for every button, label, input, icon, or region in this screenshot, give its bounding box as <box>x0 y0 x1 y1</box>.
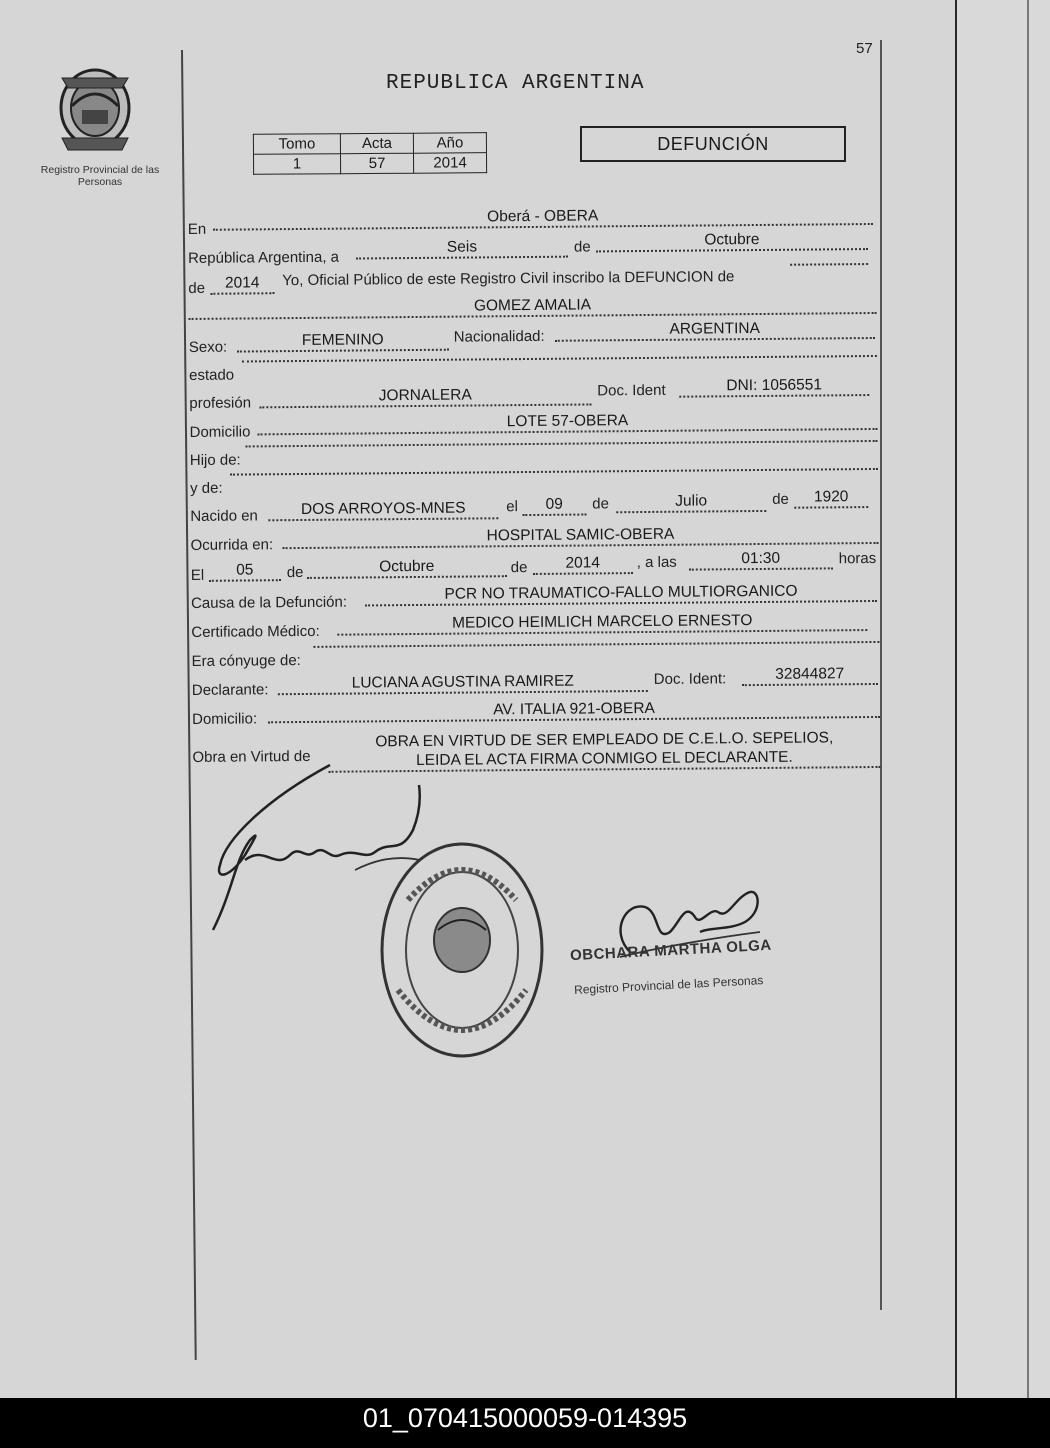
field-inscribo-blank <box>790 263 868 266</box>
label-declarante: Declarante: <box>191 681 269 699</box>
field-causa: PCR NO TRAUMATICO-FALLO MULTIORGANICO <box>365 582 877 606</box>
label-doc-ident-declarante: Doc. Ident: <box>653 670 727 688</box>
official-name: OBCHARA MARTHA OLGA <box>569 936 773 965</box>
label-certificado: Certificado Médico: <box>191 622 320 641</box>
label-causa: Causa de la Defunción: <box>190 593 348 612</box>
tomo-value: 1 <box>254 154 341 175</box>
field-nacido-anio: 1920 <box>794 488 868 509</box>
field-dia-inscripcion: Seis <box>356 238 568 260</box>
label-profesion: profesión <box>189 394 252 412</box>
label-de-4: de <box>772 490 789 508</box>
field-sexo: FEMENINO <box>237 331 449 353</box>
label-de-3: de <box>592 495 609 513</box>
label-domicilio-declarante: Domicilio: <box>192 710 258 728</box>
label-de-5: de <box>286 563 304 582</box>
label-inscribo: Yo, Oficial Público de este Registro Civil inscribo la DEFUNCION de <box>282 268 735 290</box>
field-fecha-mes: Octubre <box>307 557 507 579</box>
label-obra: Obra en Virtud de <box>192 747 311 766</box>
label-nacido-en: Nacido en <box>190 507 258 525</box>
field-nacionalidad: ARGENTINA <box>555 319 875 342</box>
acta-label: Acta <box>340 133 413 154</box>
registry-caption: Registro Provincial de las Personas <box>40 164 160 188</box>
field-profesion: JORNALERA <box>259 385 591 408</box>
left-margin-line <box>181 50 197 1360</box>
anio-value: 2014 <box>413 153 486 174</box>
label-nacionalidad: Nacionalidad: <box>453 327 545 346</box>
page-title: REPUBLICA ARGENTINA <box>386 72 645 95</box>
label-horas: horas <box>838 549 877 568</box>
field-obra-line1: OBRA EN VIRTUD DE SER EMPLEADO DE C.E.L.O. SEPELIOS, <box>375 729 834 751</box>
right-margin-line <box>880 40 882 1310</box>
reference-table <box>253 132 487 175</box>
field-anio-inscripcion: 2014 <box>210 274 274 295</box>
field-fecha-dia: 05 <box>209 561 281 582</box>
field-domicilio: LOTE 57-OBERA <box>257 410 877 435</box>
field-ocurrida-en: HOSPITAL SAMIC-OBERA <box>282 524 878 549</box>
field-declarante: LUCIANA AGUSTINA RAMIREZ <box>278 672 648 695</box>
field-fecha-anio: 2014 <box>533 554 633 575</box>
label-el-fecha: El <box>190 566 205 584</box>
document-type-box: DEFUNCIÓN <box>580 126 846 162</box>
label-en: En <box>187 220 207 238</box>
field-nacido-mes: Julio <box>616 492 766 513</box>
label-de-2: de <box>188 279 206 297</box>
field-estado <box>242 355 877 363</box>
field-hijo-de <box>246 440 878 448</box>
label-doc-ident: Doc. Ident <box>597 381 666 400</box>
field-y-de <box>230 468 878 476</box>
field-obra-line2: LEIDA EL ACTA FIRMA CONMIGO EL DECLARANTE. <box>328 748 880 773</box>
province-coat-of-arms-logo <box>52 62 138 154</box>
label-de-1: de <box>573 238 591 256</box>
field-conyuge <box>313 641 879 648</box>
label-el: el <box>506 498 518 516</box>
label-a-las: , a las <box>636 553 677 572</box>
field-declarante-domicilio: AV. ITALIA 921-OBERA <box>268 698 880 723</box>
tomo-label: Tomo <box>253 134 340 155</box>
registry-official-stamp <box>378 840 546 1060</box>
footer-document-code: 01_070415000059-014395 <box>0 1398 1050 1448</box>
label-y-de: y de: <box>189 479 223 497</box>
label-hijo-de: Hijo de: <box>189 451 241 469</box>
official-office: Registro Provincial de las Personas <box>573 973 764 997</box>
page-number: 57 <box>856 40 873 57</box>
anio-label: Año <box>413 133 486 154</box>
field-mes-inscripcion: Octubre <box>596 230 868 252</box>
label-domicilio: Domicilio <box>189 423 251 441</box>
field-certificado: MEDICO HEIMLICH MARCELO ERNESTO <box>337 611 867 636</box>
label-sexo: Sexo: <box>188 338 228 356</box>
label-de-6: de <box>510 559 528 577</box>
acta-value: 57 <box>341 153 414 174</box>
field-hora: 01:30 <box>689 549 833 570</box>
field-nacido-dia: 09 <box>522 496 586 517</box>
field-lugar: Oberá - OBERA <box>213 205 873 231</box>
label-estado: estado <box>189 366 235 384</box>
label-republica: República Argentina, a <box>187 248 340 267</box>
field-doc-ident: DNI: 1056551 <box>679 376 869 398</box>
label-conyuge: Era cónyuge de: <box>191 652 301 670</box>
field-declarante-doc: 32844827 <box>742 665 878 686</box>
adjacent-page-edge <box>955 0 1050 1398</box>
field-nacido-en: DOS ARROYOS-MNES <box>268 499 498 521</box>
field-fallecido: GOMEZ AMALIA <box>188 294 876 320</box>
label-ocurrida-en: Ocurrida en: <box>190 536 274 554</box>
